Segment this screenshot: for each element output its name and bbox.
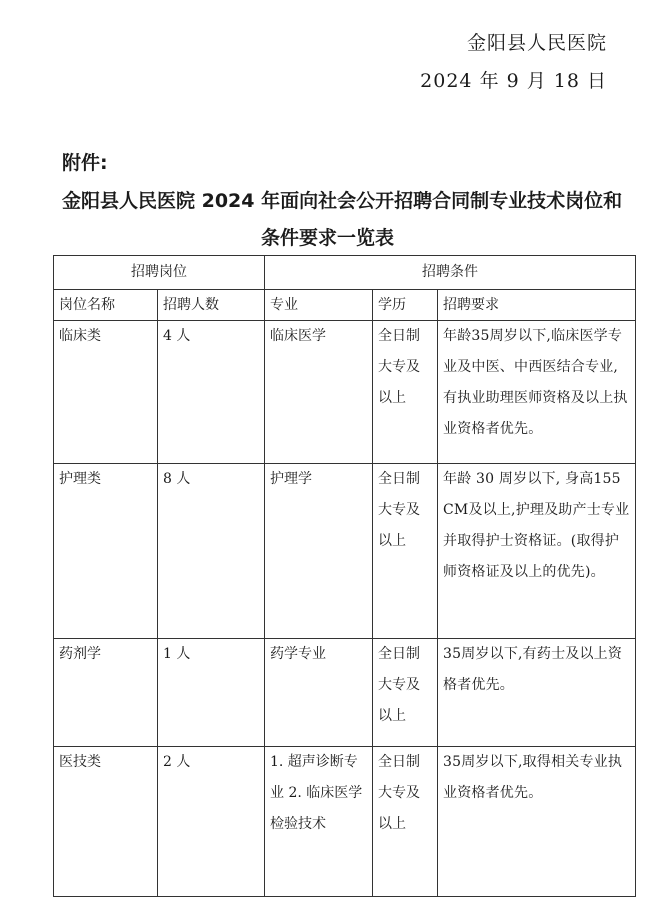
cell-major: 护理学 [265, 464, 373, 639]
cell-position: 护理类 [54, 464, 158, 639]
issuing-organization: 金阳县人民医院 [466, 32, 607, 54]
attachment-label: 附件: [62, 152, 108, 174]
cell-position: 药剂学 [54, 639, 158, 747]
cell-count: 4 人 [158, 321, 265, 464]
column-header-requirement: 招聘要求 [438, 290, 636, 321]
cell-position: 临床类 [54, 321, 158, 464]
cell-count: 2 人 [158, 747, 265, 897]
cell-count: 1 人 [158, 639, 265, 747]
table-row [54, 321, 636, 464]
group-header-positions: 招聘岗位 [54, 256, 265, 290]
recruitment-table [53, 255, 636, 897]
group-header-row [54, 256, 636, 290]
cell-major: 1. 超声诊断专业 2. 临床医学检验技术 [265, 747, 373, 897]
cell-requirement: 年龄35周岁以下,临床医学专业及中医、中西医结合专业,有执业助理医师资格及以上执业资格者优先。 [438, 321, 636, 464]
issue-date: 2024 年 9 月 18 日 [420, 70, 607, 92]
group-header-conditions: 招聘条件 [265, 256, 636, 290]
cell-education: 全日制大专及以上 [373, 464, 438, 639]
cell-major: 药学专业 [265, 639, 373, 747]
column-header-row [54, 290, 636, 321]
table-row [54, 639, 636, 747]
column-header-education: 学历 [373, 290, 438, 321]
cell-position: 医技类 [54, 747, 158, 897]
cell-requirement: 35周岁以下,有药士及以上资格者优先。 [438, 639, 636, 747]
cell-count: 8 人 [158, 464, 265, 639]
table-row [54, 747, 636, 897]
table-title-line-2: 条件要求一览表 [260, 227, 394, 249]
column-header-position: 岗位名称 [54, 290, 158, 321]
cell-education: 全日制大专及以上 [373, 321, 438, 464]
cell-requirement: 35周岁以下,取得相关专业执业资格者优先。 [438, 747, 636, 897]
table-row [54, 464, 636, 639]
column-header-count: 招聘人数 [158, 290, 265, 321]
cell-major: 临床医学 [265, 321, 373, 464]
column-header-major: 专业 [265, 290, 373, 321]
cell-education: 全日制大专及以上 [373, 639, 438, 747]
cell-requirement: 年龄 30 周岁以下, 身高155CM及以上,护理及助产士专业并取得护士资格证。(取得护师资格证及以上的优先)。 [438, 464, 636, 639]
table-title-line-1: 金阳县人民医院 2024 年面向社会公开招聘合同制专业技术岗位和 [62, 190, 623, 212]
cell-education: 全日制大专及以上 [373, 747, 438, 897]
